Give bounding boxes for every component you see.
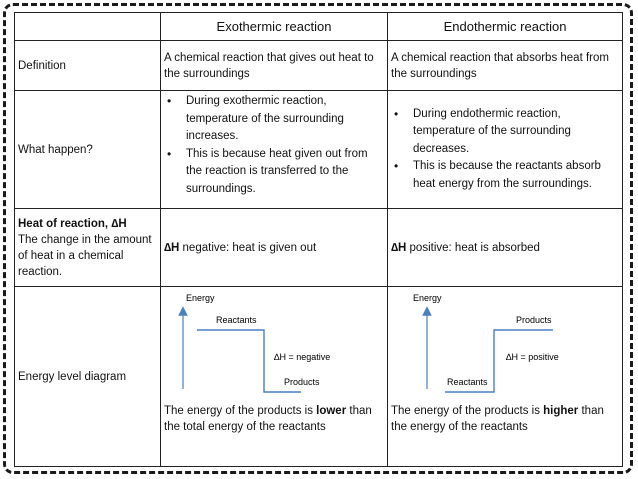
delta-h-symbol: ∆H (391, 241, 407, 254)
heat-label-cell (15, 209, 161, 287)
heat-title: Heat of reaction, ∆H (18, 217, 127, 230)
products-label: Products (516, 315, 552, 325)
header-endothermic: Endothermic reaction (388, 13, 623, 41)
definition-endo: A chemical reaction that absorbs heat from the surroundings (388, 41, 623, 91)
energy-axis-label: Energy (186, 293, 215, 303)
heat-endo-text: positive: heat is absorbed (406, 241, 540, 254)
heat-endo (388, 209, 623, 287)
caption-text: than the total energy of the reactants (164, 405, 372, 433)
exo-diagram-svg (164, 289, 386, 401)
reactants-label: Reactants (216, 315, 257, 325)
list-item: • During exothermic reaction, temperature of the surrounding increases. (164, 93, 384, 146)
definition-label: Definition (15, 41, 161, 91)
caption-text: The energy of the products is (164, 405, 317, 417)
energy-endo (388, 287, 623, 467)
endo-energy-diagram (391, 289, 619, 401)
heat-exo (161, 209, 388, 287)
caption-bold: lower (316, 405, 347, 417)
what-happen-label: What happen? (15, 91, 161, 209)
endo-diagram-svg (391, 289, 619, 401)
definition-row (15, 41, 623, 91)
energy-exo (161, 287, 388, 467)
exo-energy-diagram (164, 289, 384, 401)
corner-cell (15, 13, 161, 41)
list-item: • This is because the reactants absorb heat energy from the surroundings. (391, 158, 619, 193)
heat-desc: The change in the amount of heat in a chemical reaction. (18, 233, 152, 278)
what-happen-row (15, 91, 623, 209)
reactants-label: Reactants (447, 377, 488, 387)
energy-label: Energy level diagram (15, 287, 161, 467)
what-happen-exo-list (164, 93, 384, 198)
caption-bold: higher (543, 405, 579, 417)
caption-text: than the energy of the reactants (391, 405, 604, 433)
delta-h-symbol: ∆H (164, 241, 180, 254)
definition-exo: A chemical reaction that gives out heat to the surroundings (161, 41, 388, 91)
list-item: • This is because heat given out from the reaction is transferred to the surroundings. (164, 146, 384, 199)
what-happen-exo (161, 91, 388, 209)
header-row (15, 13, 623, 41)
endo-caption (391, 403, 619, 435)
list-item: • During endothermic reaction, temperature of the surrounding decreases. (391, 106, 619, 159)
what-happen-endo-list (391, 106, 619, 194)
energy-row (15, 287, 623, 467)
comparison-table (14, 12, 623, 467)
header-exothermic: Exothermic reaction (161, 13, 388, 41)
products-label: Products (284, 377, 320, 387)
energy-axis-label: Energy (413, 293, 442, 303)
heat-exo-text: negative: heat is given out (179, 241, 317, 254)
exo-caption (164, 403, 384, 435)
delta-h-label: ∆H = positive (506, 352, 559, 362)
heat-row (15, 209, 623, 287)
delta-h-label: ∆H = negative (274, 352, 331, 362)
caption-text: The energy of the products is (391, 405, 544, 417)
what-happen-endo (388, 91, 623, 209)
